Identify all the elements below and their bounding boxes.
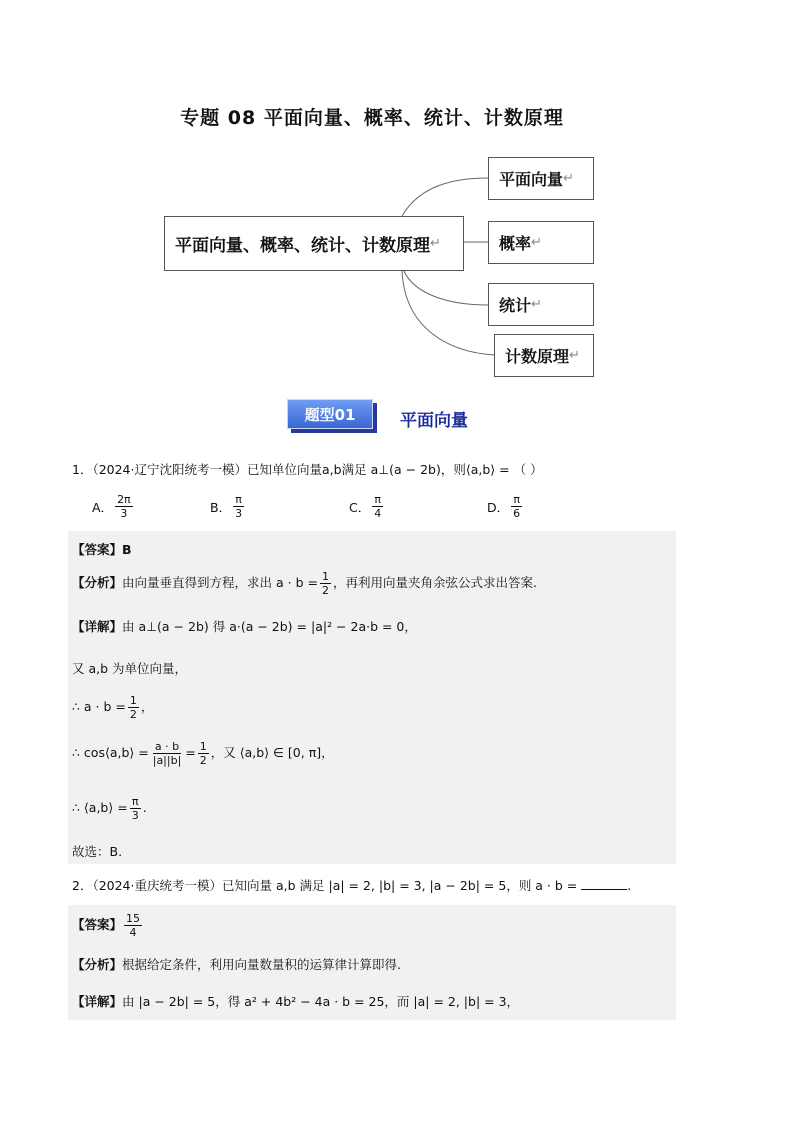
mind-map-root-label: 平面向量、概率、统计、计数原理 [175,236,430,256]
option-c: C． $\frac{\pi}{4}$ [349,493,382,520]
question-1-detail-line-3: ∴ a · b = $\frac{1}{2}$ ， [72,694,154,721]
answer-blank [581,879,627,890]
document-title: 专题 08 平面向量、概率、统计、计数原理 [180,107,564,129]
question-2-stem: 2．（2024·重庆统考一模）已知向量 a,b 满足 |a| = 2, |b| = 3, |a − 2b| = 5，则 a · b = . [72,878,632,893]
option-b: B． $\frac{\pi}{3}$ [210,493,243,520]
mind-map-connectors [0,0,794,400]
return-mark-icon: ↵ [569,348,580,363]
mind-map [0,0,794,400]
mind-map-root [164,216,464,271]
question-1-analysis: 【分析】由向量垂直得到方程，求出 a · b = $\frac{1}{2}$ ，再利用向量夹角余弦公式求出答案. [72,570,537,597]
mind-map-node-label: 计数原理 [505,347,570,366]
return-mark-icon: ↵ [531,297,542,312]
question-1-choice: 故选：B. [72,844,123,859]
option-d: D． $\frac{\pi}{6}$ [487,493,521,520]
question-1-detail-line-2: 又 a,b 为单位向量， [72,661,188,676]
return-mark-icon: ↵ [563,171,574,186]
mind-map-node-label: 平面向量 [499,170,564,189]
mind-map-node-vector [488,157,594,200]
mind-map-node-probability [488,221,594,264]
section-badge: 题型01 [287,399,377,433]
return-mark-icon: ↵ [531,235,542,250]
question-1-stem: 1．（2024·辽宁沈阳统考一模）已知单位向量a,b满足 a⊥(a − 2b)，则⟨a,b⟩ = （ ） [72,462,543,477]
question-2-answer: 【答案】 $\frac{15}{4}$ [72,912,141,939]
question-1-detail-line-4: ∴ cos⟨a,b⟩ = $\frac{a \cdot b}{|a||b|}$ = $\frac{1}{2}$ ，又 ⟨a,b⟩ ∈ [0, π]， [72,740,334,767]
mind-map-node-label: 统计 [499,296,532,315]
question-2-detail-line-1: 【详解】由 |a − 2b| = 5，得 a² + 4b² − 4a · b = 25，而 |a| = 2, |b| = 3， [72,994,520,1009]
question-1-detail-line-5: ∴ ⟨a,b⟩ = $\frac{\pi}{3}$ . [72,795,147,822]
option-a: A． $\frac{2\pi}{3}$ [92,493,131,520]
section-title: 平面向量 [400,411,468,431]
question-1-answer: 【答案】B [72,542,132,557]
question-1-detail-line-1: 【详解】由 a⊥(a − 2b) 得 a·(a − 2b) = |a|² − 2a·b = 0， [72,619,417,634]
mind-map-node-counting [494,334,594,377]
question-2-analysis: 【分析】根据给定条件，利用向量数量积的运算律计算即得. [72,957,401,972]
return-mark-icon: ↵ [430,236,441,251]
mind-map-node-statistics [488,283,594,326]
mind-map-node-label: 概率 [499,234,532,253]
